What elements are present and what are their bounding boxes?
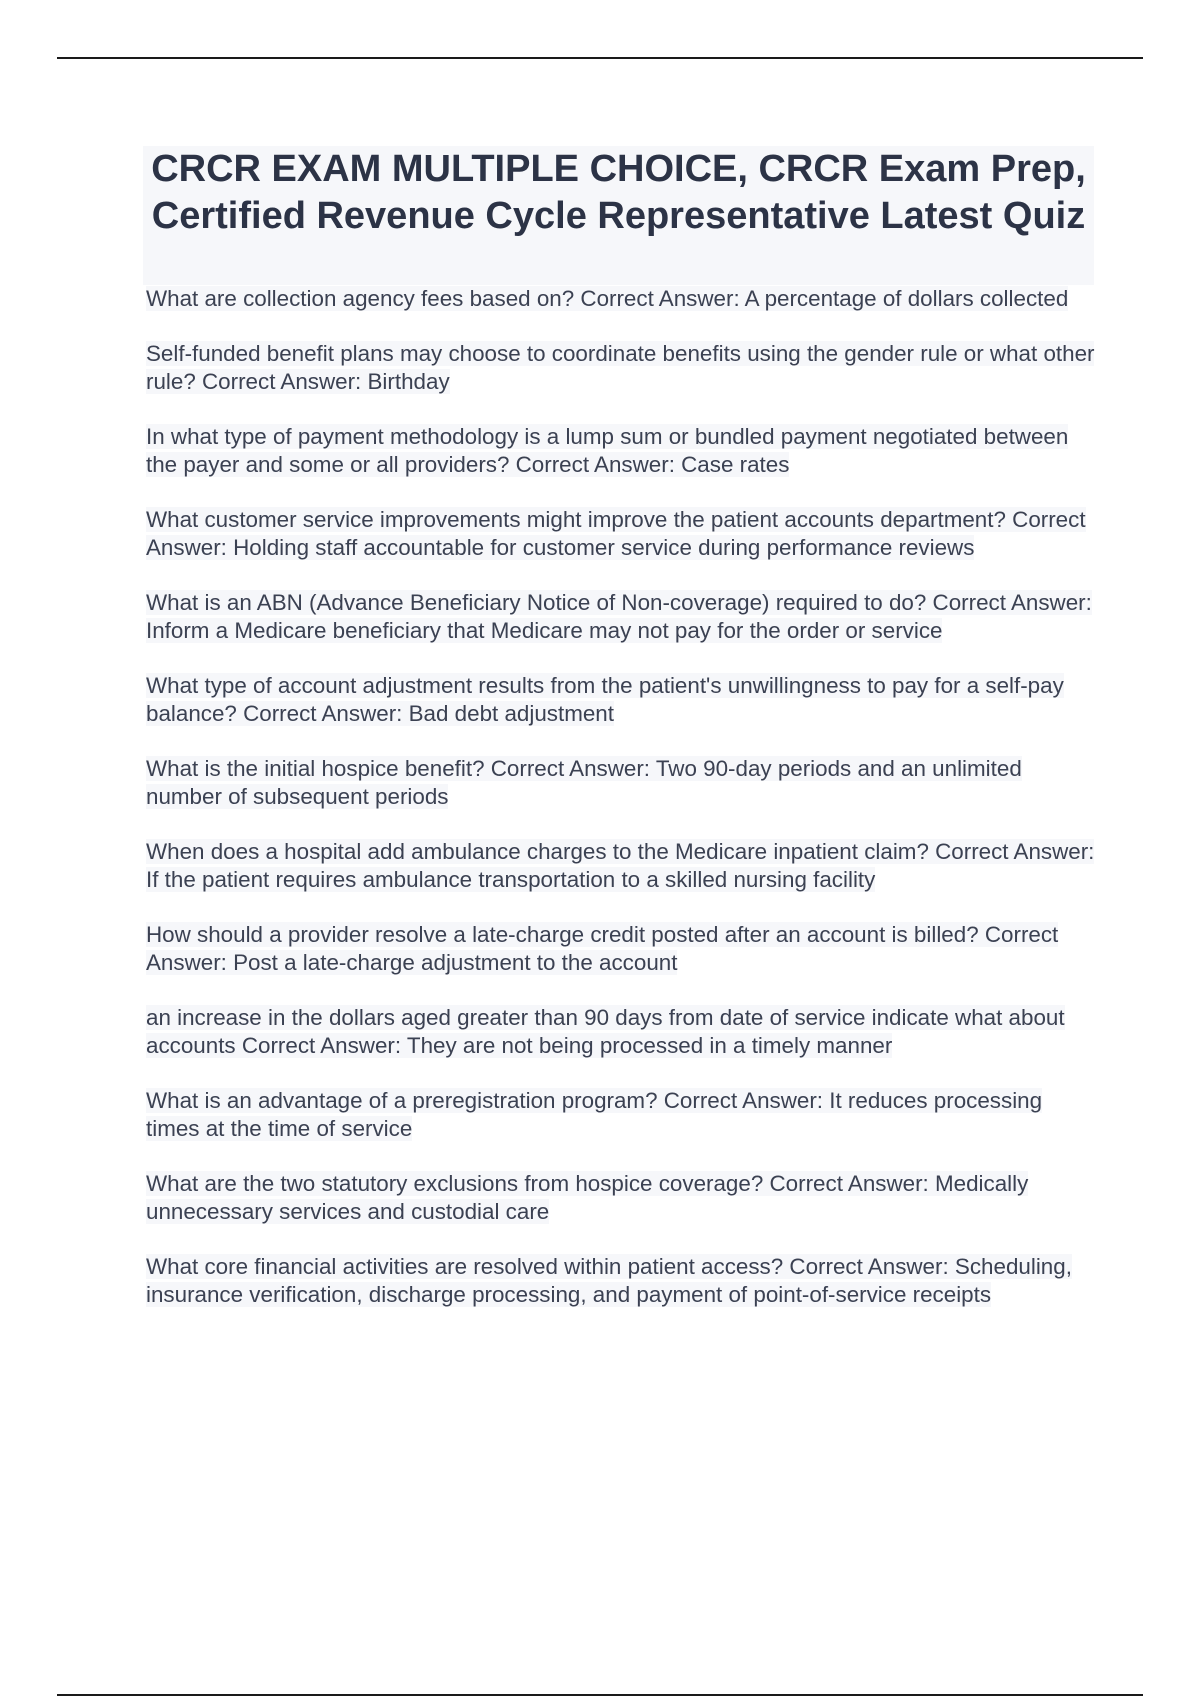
question-text: What type of account adjustment results from the patient's unwillingness to pay for a self-pay balance? Correct Answer: Bad debt adjustment xyxy=(146,673,1064,726)
question-list xyxy=(146,285,1096,1336)
question-text: What is an advantage of a preregistration program? Correct Answer: It reduces processing times at the time of service xyxy=(146,1088,1043,1141)
question-item-8 xyxy=(146,838,1096,894)
question-item-3 xyxy=(146,423,1096,479)
question-item-10 xyxy=(146,1004,1096,1060)
question-item-11 xyxy=(146,1087,1096,1143)
question-item-9 xyxy=(146,921,1096,977)
question-text: In what type of payment methodology is a lump sum or bundled payment negotiated between the payer and some or all providers? Correct Answer: Case rates xyxy=(146,424,1069,477)
question-text: How should a provider resolve a late-charge credit posted after an account is billed? Correct Answer: Post a late-charge adjustment to the account xyxy=(146,922,1059,975)
question-item-2 xyxy=(146,340,1096,396)
question-text: What core financial activities are resolved within patient access? Correct Answer: Scheduling, insurance verification, discharge processing, and payment of point-of-service receipts xyxy=(146,1254,1072,1307)
question-text: What are the two statutory exclusions from hospice coverage? Correct Answer: Medically unnecessary services and custodial care xyxy=(146,1171,1029,1224)
question-item-1 xyxy=(146,285,1096,313)
question-item-12 xyxy=(146,1170,1096,1226)
top-rule xyxy=(57,57,1143,59)
question-text: an increase in the dollars aged greater than 90 days from date of service indicate what about accounts Correct Answer: They are not being processed in a timely manner xyxy=(146,1005,1065,1058)
bottom-rule xyxy=(57,1694,1143,1696)
title-block xyxy=(143,146,1094,285)
question-item-7 xyxy=(146,755,1096,811)
question-item-4 xyxy=(146,506,1096,562)
question-text: What is the initial hospice benefit? Correct Answer: Two 90-day periods and an unlimited number of subsequent periods xyxy=(146,756,1022,809)
question-text: When does a hospital add ambulance charges to the Medicare inpatient claim? Correct Answer: If the patient requires ambulance transportation to a skilled nursing facility xyxy=(146,839,1095,892)
question-text: What is an ABN (Advance Beneficiary Notice of Non-coverage) required to do? Correct Answer: Inform a Medicare beneficiary that Medicare may not pay for the order or service xyxy=(146,590,1092,643)
question-text: What are collection agency fees based on? Correct Answer: A percentage of dollars collected xyxy=(146,286,1069,311)
question-item-5 xyxy=(146,589,1096,645)
question-item-13 xyxy=(146,1253,1096,1309)
question-text: Self-funded benefit plans may choose to coordinate benefits using the gender rule or what other rule? Correct Answer: Birthday xyxy=(146,341,1095,394)
question-item-6 xyxy=(146,672,1096,728)
question-text: What customer service improvements might improve the patient accounts department? Correct Answer: Holding staff accountable for customer service during performance reviews xyxy=(146,507,1086,560)
document-title: CRCR EXAM MULTIPLE CHOICE, CRCR Exam Prep, Certified Revenue Cycle Representative Latest Quiz xyxy=(151,148,1086,237)
